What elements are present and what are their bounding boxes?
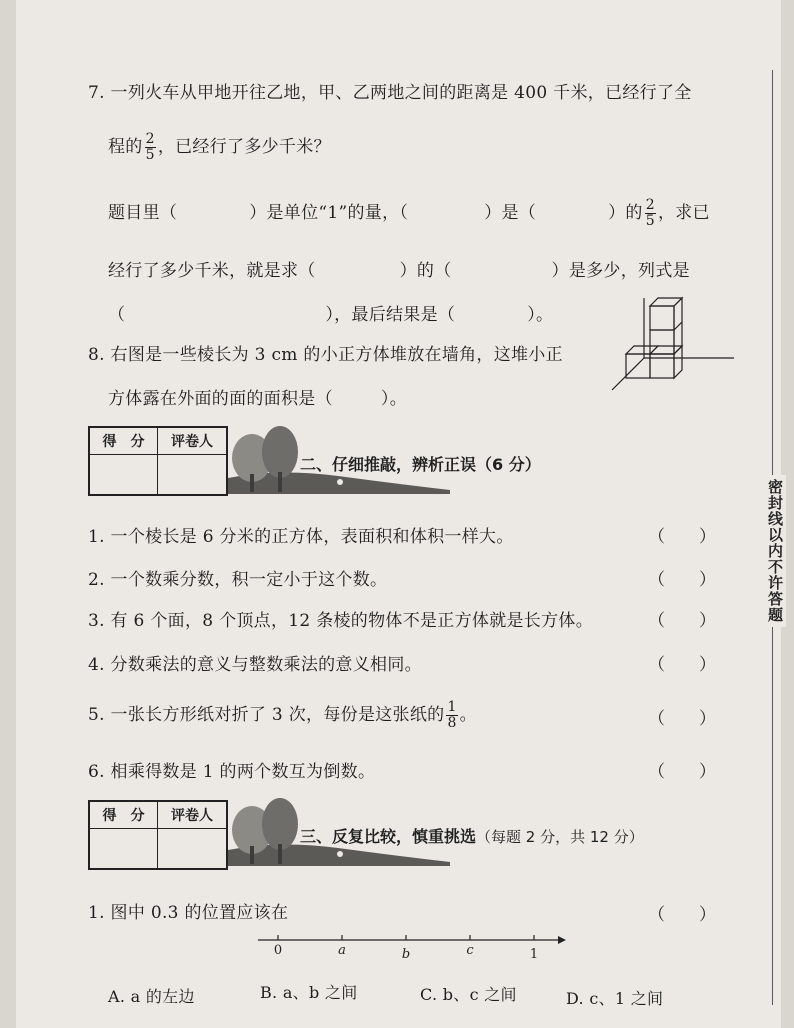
q7-l5b: ），最后结果是（ [325, 305, 456, 325]
answer-paren[interactable]: （ ） [648, 655, 716, 675]
s3-q1: 1. 图中 0.3 的位置应该在 [88, 903, 289, 923]
s2-item-6: 6. 相乘得数是 1 的两个数互为倒数。 [88, 762, 376, 782]
q7-l3d: ）的 [608, 203, 643, 223]
grader-cell[interactable] [158, 829, 226, 868]
q8-line1: 8. 右图是一些棱长为 3 cm 的小正方体堆放在墙角，这堆小正 [88, 345, 563, 365]
s2-item-1: 1. 一个棱长是 6 分米的正方体，表面积和体积一样大。 [88, 527, 514, 547]
q7-l4c: ）是多少，列式是 [551, 261, 690, 281]
q7-line5 [108, 300, 553, 325]
answer-paren[interactable]: （ ） [648, 905, 716, 925]
grader-cell[interactable] [158, 455, 226, 494]
s2-item-3: 3. 有 6 个面，8 个顶点，12 条棱的物体不是正方体就是长方体。 [88, 611, 594, 631]
q7-l3c: ）是（ [484, 203, 537, 223]
option-b[interactable]: B. a、b 之间 [260, 983, 358, 1002]
nl-label-a: a [338, 943, 346, 958]
grader-label: 评卷人 [158, 802, 226, 829]
q7-l4b: ）的（ [399, 261, 452, 281]
s2-item-5-text: 5. 一张长方形纸对折了 3 次，每份是这张纸的 [88, 705, 445, 725]
s2-item-5 [88, 700, 477, 731]
section3-title [300, 824, 644, 847]
score-cell[interactable] [90, 455, 158, 494]
answer-paren[interactable]: （ ） [648, 611, 716, 631]
nl-label-b: b [401, 947, 411, 962]
nl-label-0: 0 [273, 943, 283, 958]
section3-title-text: 三、反复比较，慎重挑选 [300, 827, 477, 846]
q7-line4 [108, 256, 690, 281]
answer-paren[interactable]: （ ） [648, 527, 716, 547]
q7-line1: 7. 一列火车从甲地开往乙地，甲、乙两地之间的距离是 400 千米，已经行了全 [88, 83, 692, 103]
cube-stack-figure [604, 290, 744, 408]
frac-den: 5 [145, 147, 155, 163]
section3-note: （每题 2 分，共 12 分） [476, 828, 644, 846]
s2-item-5-end: 。 [459, 705, 477, 725]
score-box [88, 800, 228, 870]
frac-num: 2 [145, 131, 155, 147]
score-label: 得 分 [90, 428, 158, 455]
fraction-one-eighth [446, 700, 457, 731]
nl-label-c: c [466, 943, 474, 958]
fraction-two-fifths [145, 132, 156, 163]
s2-item-4: 4. 分数乘法的意义与整数乘法的意义相同。 [88, 655, 422, 675]
q7-line3 [108, 198, 710, 229]
binder-notice: 密封线以内不许答题 [758, 475, 786, 627]
nl-label-1: 1 [529, 947, 539, 962]
grader-label: 评卷人 [158, 428, 226, 455]
answer-paren[interactable]: （ ） [648, 570, 716, 590]
section2-title: 二、仔细推敲，辨析正误（6 分） [300, 455, 541, 474]
q8-line2 [108, 384, 407, 409]
answer-paren[interactable]: （ ） [648, 709, 716, 729]
q8-l2-end: ）。 [380, 389, 408, 409]
q7-l3e: ，求已 [657, 203, 710, 223]
q7-l5c: ）。 [527, 305, 554, 325]
q7-l3b: ）是单位“1”的量，（ [249, 203, 409, 223]
option-a[interactable]: A. a 的左边 [108, 987, 195, 1006]
frac-den: 8 [447, 715, 457, 731]
q7-l4a: 经行了多少千米，就是求（ [108, 261, 316, 281]
option-c[interactable]: C. b、c 之间 [420, 985, 517, 1004]
q7-line2-post: ，已经行了多少千米？ [157, 137, 331, 157]
number-line [254, 932, 574, 966]
option-d[interactable]: D. c、1 之间 [566, 989, 664, 1008]
q8-l2: 方体露在外面的面的面积是（ [108, 389, 333, 409]
q7-line2 [108, 132, 331, 163]
frac-num: 1 [447, 699, 457, 715]
answer-paren[interactable]: （ ） [648, 762, 716, 782]
score-cell[interactable] [90, 829, 158, 868]
s2-item-2: 2. 一个数乘分数，积一定小于这个数。 [88, 570, 388, 590]
score-box [88, 426, 228, 496]
q7-l3a: 题目里（ [108, 203, 178, 223]
q7-line2-pre: 程的 [108, 137, 143, 157]
fraction-two-fifths [645, 198, 656, 229]
frac-den: 5 [645, 213, 655, 229]
q7-l5a: （ [108, 305, 126, 325]
frac-num: 2 [645, 197, 655, 213]
score-label: 得 分 [90, 802, 158, 829]
